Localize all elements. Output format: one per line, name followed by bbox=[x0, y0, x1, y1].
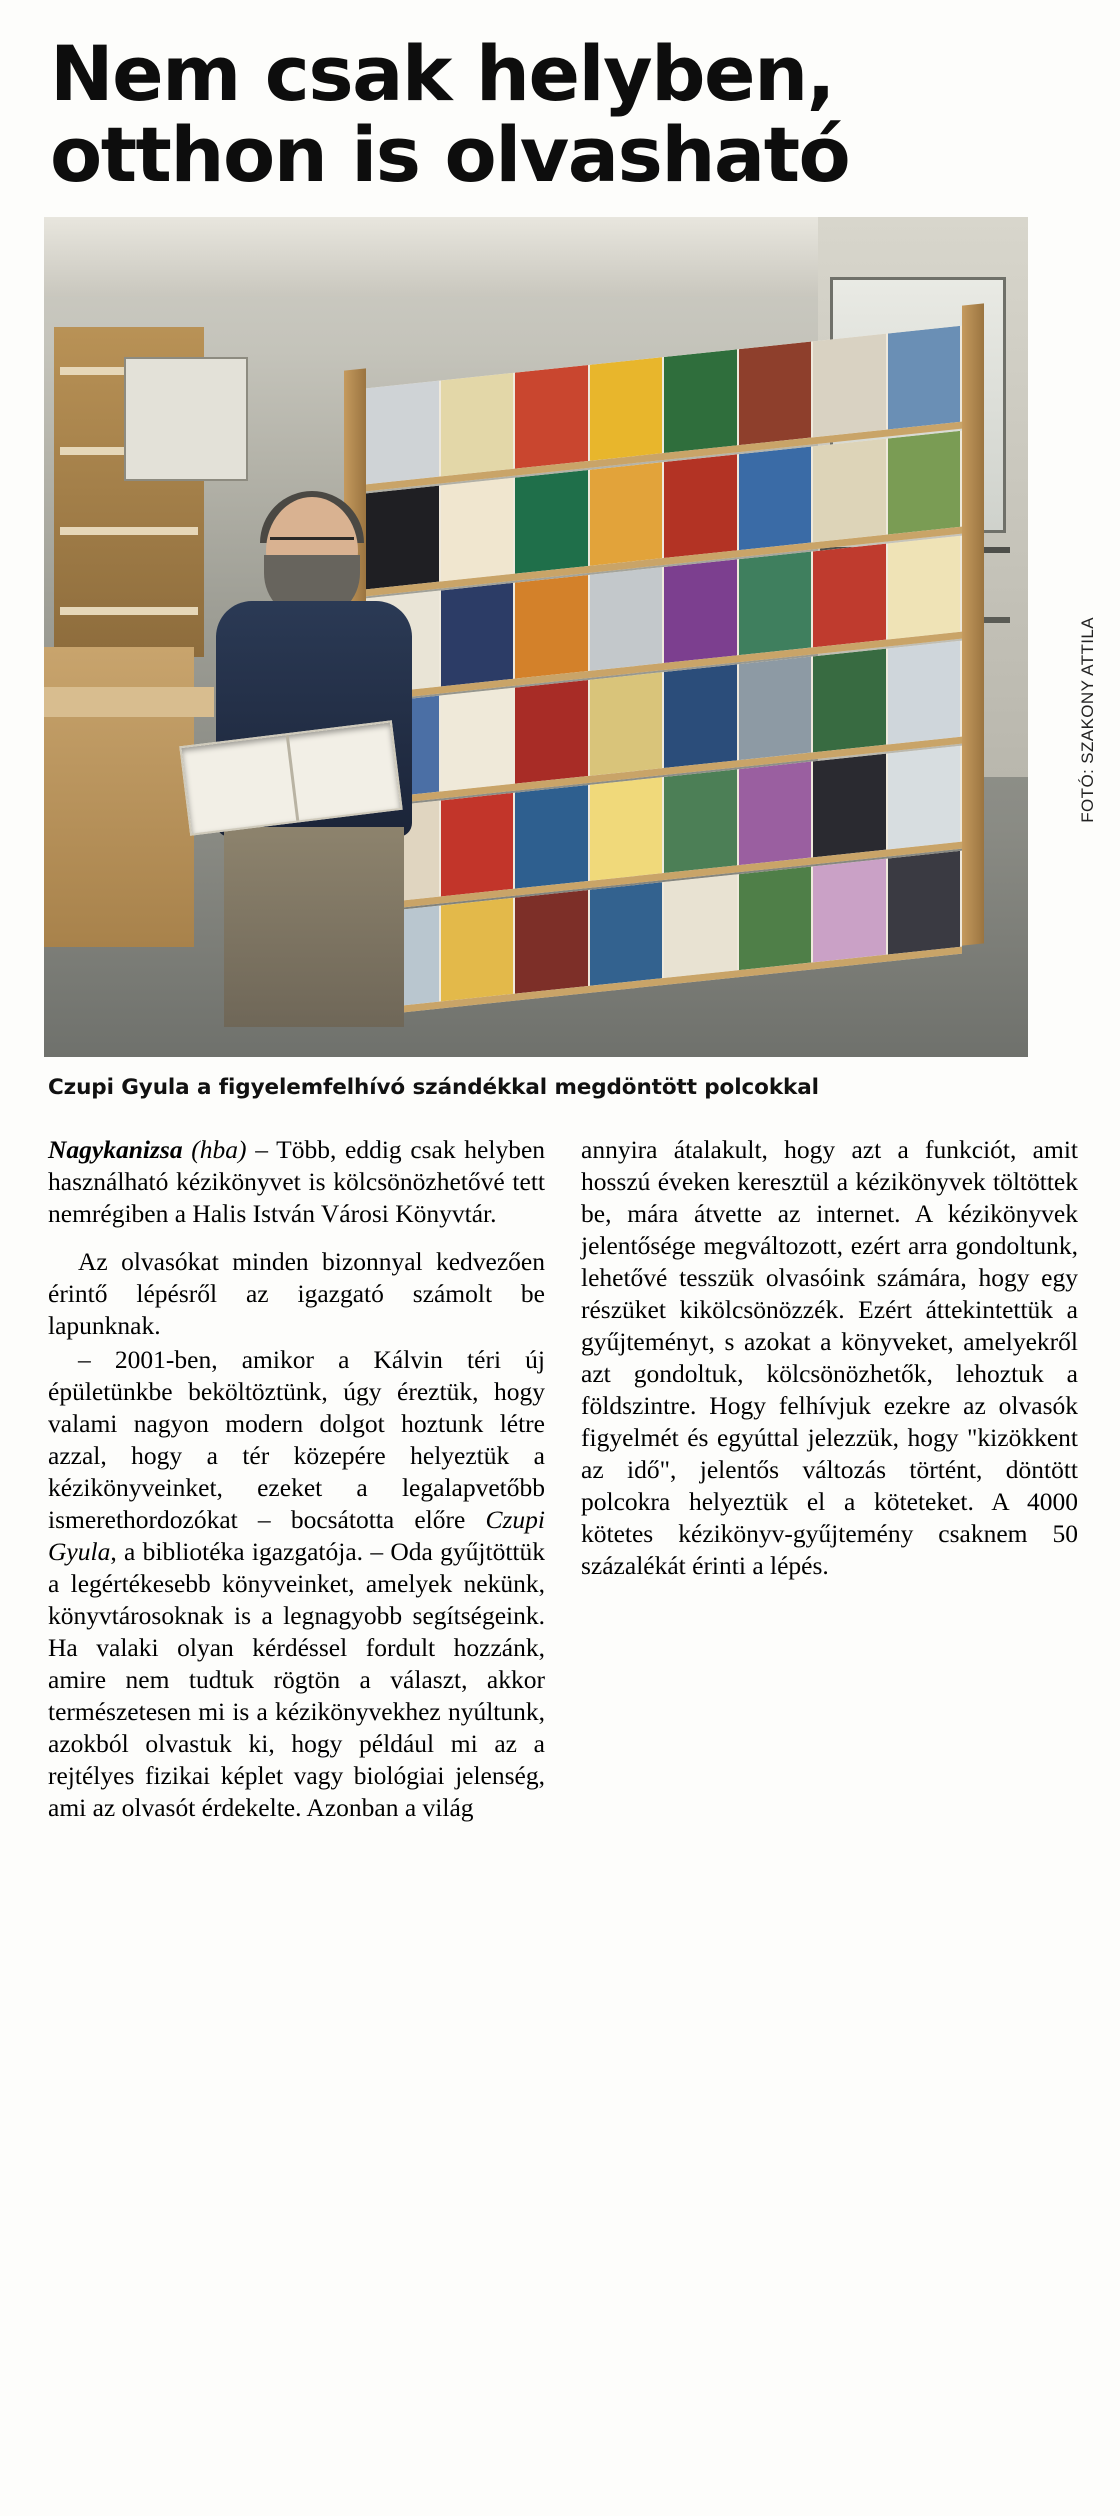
column-left bbox=[48, 1134, 545, 1824]
quoted-person-name: Czupi Gyula bbox=[48, 1505, 545, 1567]
body-columns bbox=[44, 1134, 1080, 1824]
person-librarian bbox=[194, 497, 444, 1017]
photo-caption: Czupi Gyula a figyelemfelhívó szándékkal megdöntött polcokkal bbox=[48, 1075, 819, 1101]
photo-block bbox=[44, 217, 1097, 1057]
headline-line-2: otthon is olvasható bbox=[50, 109, 850, 199]
headline-line-1: Nem csak helyben, bbox=[50, 29, 835, 118]
paragraph-2 bbox=[48, 1344, 545, 1824]
dateline-place: Nagykanizsa bbox=[48, 1135, 183, 1165]
rack-frame-right bbox=[962, 303, 984, 945]
dateline-author: (hba) bbox=[191, 1135, 247, 1165]
page-title bbox=[44, 29, 1080, 199]
left-desk-top bbox=[44, 687, 214, 717]
glasses bbox=[270, 537, 354, 554]
article-photo bbox=[44, 217, 1028, 1057]
wall-display-books bbox=[124, 357, 248, 481]
column-right bbox=[581, 1134, 1078, 1824]
legs bbox=[224, 827, 404, 1027]
photo-credit: FOTÓ: SZAKONY ATTILA bbox=[1078, 617, 1097, 823]
lead-paragraph bbox=[48, 1134, 545, 1230]
paragraph-2-part-b: , a bibliotéka igazgatója. – Oda gyűjtöttük a legértékesebb könyveinket, amelyek nekünk, könyvtárosoknak is a legnagyobb segítségeink. Ha valaki olyan kérdéssel fordult hozzánk, amire nem tudtuk rögtön a választ, akkor természetesen mi is a kézikönyvekhez nyúltunk, azokból olvastuk ki, hogy például mi az a rejtélyes fizikai képlet vagy biológiai jelenség, ami az olvasót érdekelte. Azonban a világ bbox=[48, 1537, 545, 1823]
paragraph-2-part-a: – 2001-ben, amikor a Kálvin téri új épületünkbe beköltöztünk, úgy éreztük, hogy valami nagyon modern dolgot hoztunk létre azzal, hogy a tér közepére helyeztük a kézikönyveinket, ezeket a legalapvetőbb ismerethordozókat – bocsátotta előre bbox=[48, 1345, 545, 1535]
paragraph-1: Az olvasókat minden bizonnyal kedvezően érintő lépésről az igazgató számolt be lapunknak. bbox=[48, 1247, 545, 1341]
paragraph-2-continued: annyira átalakult, hogy azt a funkciót, amit hosszú éveken keresztül a kézikönyvek töltöttek be, mára átvette az internet. A kézikönyvek jelentősége megváltozott, ezért arra gondoltunk, lehetővé tesszük olvasóink számára, hogy egy részüket kikölcsönözzék. Ezért áttekintettük a gyűjteményt, s azokat a könyveket, amelyekről azt gondoltuk, kölcsönözhetők, lehoztuk a földszintre. Hogy felhívjuk ezekre az olvasók figyelmét és egyúttal jelezzük, hogy "kizökkent az idő", jelentős változás történt, döntött polcokra helyeztük el a köteteket. A 4000 kötetes kézikönyv-gyűjtemény csaknem 50 százalékát érinti a lépés. bbox=[581, 1135, 1078, 1581]
lead-text: – Több, eddig csak helyben használható kézikönyvet is kölcsönözhetővé tett nemrégiben a Halis István Városi Könyvtár. bbox=[48, 1135, 546, 1229]
